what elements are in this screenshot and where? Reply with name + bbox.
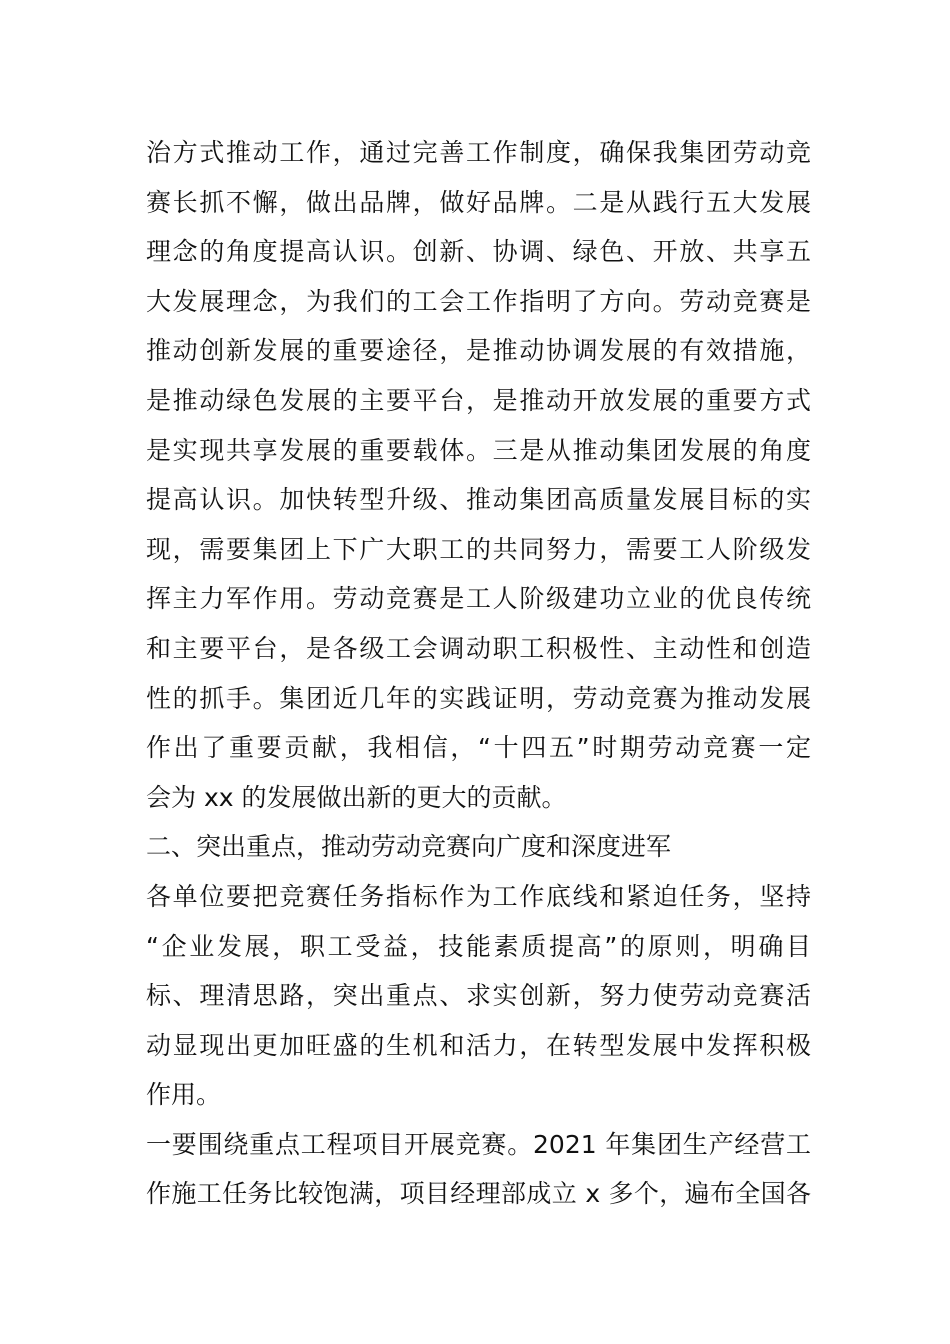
text-line: 治方式推动工作，通过完善工作制度，确保我集团劳动竞 [146, 138, 811, 167]
text-line: 作用。 [146, 1080, 222, 1110]
text-line: 是推动绿色发展的主要平台，是推动开放发展的重要方式 [146, 385, 811, 415]
text-line: 现，需要集团上下广大职工的共同努力，需要工人阶级发 [146, 534, 811, 564]
text-line: 赛长抓不懈，做出品牌，做好品牌。二是从践行五大发展 [146, 187, 811, 217]
text-line: 大发展理念，为我们的工会工作指明了方向。劳动竞赛是 [146, 286, 811, 316]
text-line: 作出了重要贡献，我相信，“十四五”时期劳动竞赛一定 [146, 733, 811, 763]
text-line: 会为 xx 的发展做出新的更大的贡献。 [146, 782, 567, 812]
text-line: 推动创新发展的重要途径，是推动协调发展的有效措施， [146, 336, 811, 366]
text-line: 一要围绕重点工程项目开展竞赛。2021 年集团生产经营工 [146, 1129, 811, 1159]
text-line: 各单位要把竞赛任务指标作为工作底线和紧迫任务，坚持 [146, 881, 811, 911]
text-line: 和主要平台，是各级工会调动职工积极性、主动性和创造 [146, 633, 811, 663]
text-line: 动显现出更加旺盛的生机和活力，在转型发展中发挥积极 [146, 1030, 811, 1060]
text-line: 提高认识。加快转型升级、推动集团高质量发展目标的实 [146, 485, 811, 515]
text-line: 是实现共享发展的重要载体。三是从推动集团发展的角度 [146, 435, 811, 465]
text-line: “企业发展，职工受益，技能素质提高”的原则，明确目 [146, 931, 811, 961]
text-line: 性的抓手。集团近几年的实践证明，劳动竞赛为推动发展 [146, 683, 811, 713]
text-line: 标、理清思路，突出重点、求实创新，努力使劳动竞赛活 [146, 981, 811, 1011]
text-line: 作施工任务比较饱满，项目经理部成立 x 多个，遍布全国各 [146, 1179, 811, 1209]
section-heading: 二、突出重点，推动劳动竞赛向广度和深度进军 [146, 832, 672, 862]
text-line: 理念的角度提高认识。创新、协调、绿色、开放、共享五 [146, 237, 811, 267]
text-line: 挥主力军作用。劳动竞赛是工人阶级建功立业的优良传统 [146, 584, 811, 614]
document-body [146, 128, 811, 1219]
